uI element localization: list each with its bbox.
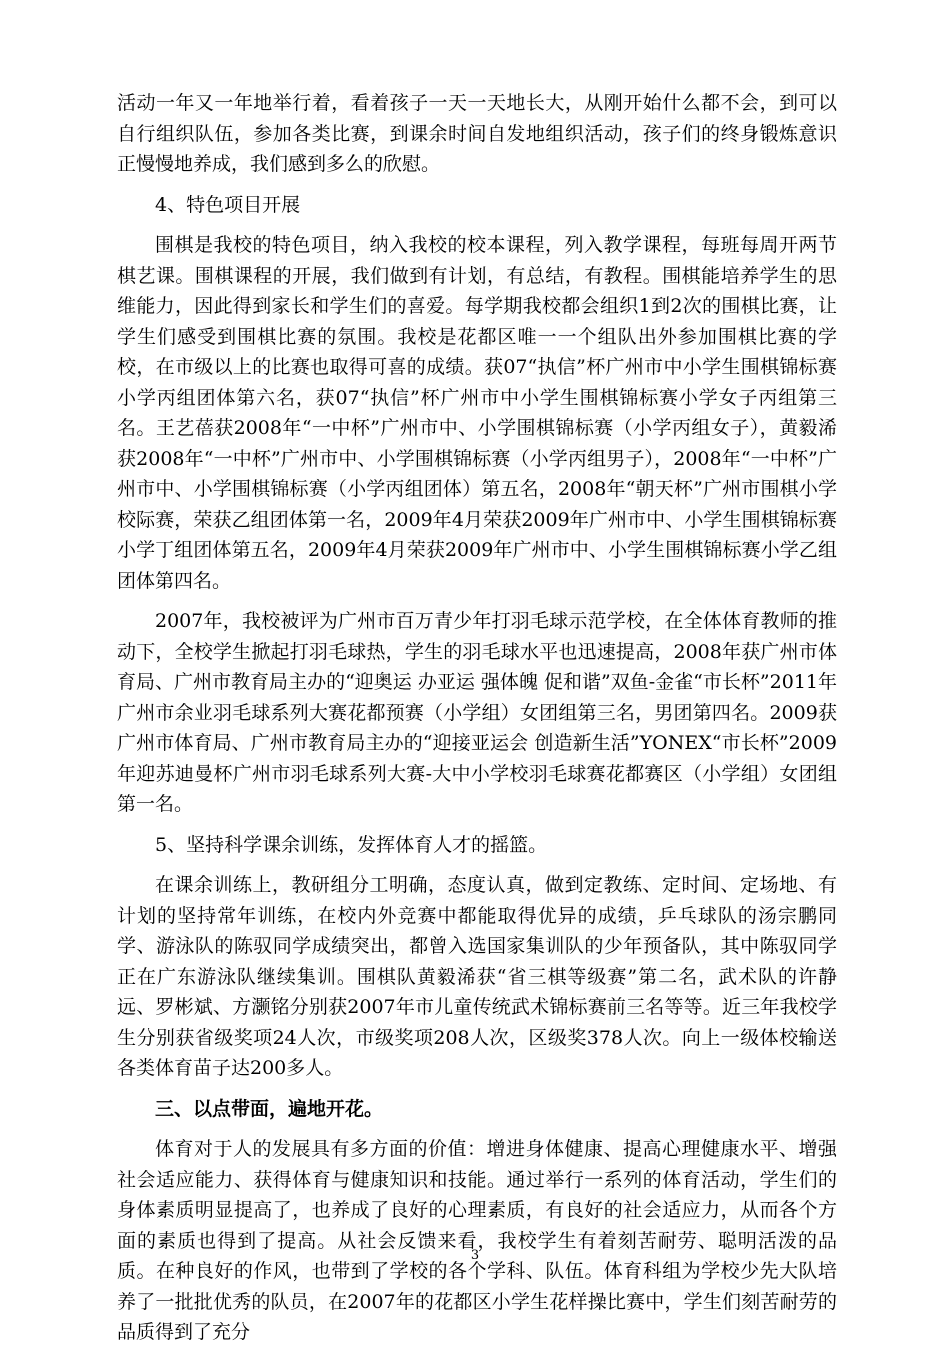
paragraph-weiqi: 围棋是我校的特色项目，纳入我校的校本课程，列入教学课程，每班每周开两节棋艺课。围棋课程的开展，我们做到有计划，有总结，有教程。围棋能培养学生的思维能力，因此得到家长和学生们的喜爱。每学期我校都会组织1到2次的围棋比赛，让学生们感受到围棋比赛的氛围。我校是花都区唯一一个组队出外参加围棋比赛的学校，在市级以上的比赛也取得可喜的成绩。获07“执信”杯广州市中小学生围棋锦标赛小学丙组团体第六名，获07“执信”杯广州市中小学生围棋锦标赛小学女子丙组第三名。王艺蓓获2008年“一中杯”广州市中、小学围棋锦标赛（小学丙组女子），黄毅浠获2008年“一中杯”广州市中、小学围棋锦标赛（小学丙组男子），2008年“一中杯”广州市中、小学围棋锦标赛（小学丙组团体）第五名，2008年“朝天杯”广州市围棋小学校际赛，荣获乙组团体第一名，2009年4月荣获2009年广州市中、小学生围棋锦标赛小学丁组团体第五名，2009年4月荣获2009年广州市中、小学生围棋锦标赛小学乙组团体第四名。 <box>117 234 837 592</box>
paragraph-value: 体育对于人的发展具有多方面的价值：增进身体健康、提高心理健康水平、增强社会适应能力、获得体育与健康知识和技能。通过举行一系列的体育活动，学生们的身体素质明显提高了，也养成了良好的心理素质，有良好的社会适应力，从而各个方面的素质也得到了提高。从社会反馈来看，我校学生有着刻苦耐劳、聪明活泼的品质。在种良好的作风，也带到了学校的各个学科、队伍。体育科组为学校少先大队培养了一批批优秀的队员，在2007年的花都区小学生花样操比赛中，学生们刻苦耐劳的品质得到了充分 <box>117 1138 837 1343</box>
paragraph-continuation: 活动一年又一年地举行着，看着孩子一天一天地长大，从刚开始什么都不会，到可以自行组织队伍，参加各类比赛，到课余时间自发地组织活动，孩子们的终身锻炼意识正慢慢地养成，我们感到多么的欣慰。 <box>117 92 837 175</box>
paragraph-training: 在课余训练上，教研组分工明确，态度认真，做到定教练、定时间、定场地、有计划的坚持常年训练，在校内外竞赛中都能取得优异的成绩，乒乓球队的汤宗鹏同学、游泳队的陈驭同学成绩突出，都曾入选国家集训队的少年预备队，其中陈驭同学正在广东游泳队继续集训。围棋队黄毅浠获“省三棋等级赛”第二名，武术队的许静远、罗彬斌、方灏铭分别获2007年市儿童传统武术锦标赛前三名等等。近三年我校学生分别获省级奖项24人次，市级奖项208人次，区级奖378人次。向上一级体校输送各类体育苗子达200多人。 <box>117 874 837 1079</box>
page-number: 3 <box>470 1248 480 1263</box>
section-heading-three: 三、以点带面，遍地开花。 <box>155 1097 384 1120</box>
section-heading-5: 5、坚持科学课余训练，发挥体育人才的摇篮。 <box>155 833 548 856</box>
paragraph-badminton: 2007年，我校被评为广州市百万青少年打羽毛球示范学校，在全体体育教师的推动下，全校学生掀起打羽毛球热，学生的羽毛球水平也迅速提高，2008年获广州市体育局、广州市教育局主办的“迎奥运 办亚运 强体魄 促和谐”双鱼-金雀“市长杯”2011年广州市余业羽毛球系列大赛花都预赛（小学组）女团组第三名，男团第四名。2009获广州市体育局、广州市教育局主办的“迎接亚运会 创造新生活”YONEX“市长杯”2009年迎苏迪曼杯广州市羽毛球系列大赛-大中小学校羽毛球赛花都赛区（小学组）女团组第一名。 <box>117 610 837 815</box>
document-body <box>117 88 837 1358</box>
section-heading-4: 4、特色项目开展 <box>155 193 301 216</box>
